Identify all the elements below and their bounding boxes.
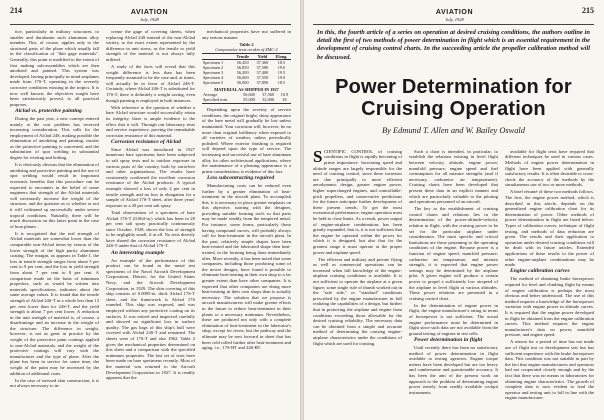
table-cell: 18.5	[277, 60, 286, 66]
right-page	[304, 0, 604, 420]
issue-date: July, 1928	[140, 17, 159, 22]
subheading: Alclad vs. protective painting	[15, 107, 82, 114]
table-cell: 56,200	[236, 70, 249, 76]
table-cell: 55,000	[243, 97, 255, 103]
paragraph: The efficient and military and private flying as well as commercial operations can be increased when full knowledge of the engine-airplane cruising conditions is available. It is not sufficient to operate the airplane at a given figure; some single rule of thumb worked out in the "safe side," or "standard" conditions prescribed by the engine manufacturer in full realizing the capabilities of a design, but further that in protecting the airplane and engine from conditions exceeding those allowable for the desired cruising reliability. The necessary data can be obtained from a simple and accurate method of determining the cruising engine-airplane characteristics under the conditions of flight which are used for cruising.	[313, 256, 402, 346]
table-cell: 37,580	[256, 65, 269, 71]
paragraph: Such a chart is intended, in particular, to establish the relations existing in level flight between velocity, altitude, engine power, manifold pressure, engine speed and fuel consumption for all mixture strengths (and if necessary, carburetor air temperatures). Cruising charts have been developed that present these data in an explicit manner and which are particularly valuable to the piloting and operations personnel of an aircraft.	[409, 148, 498, 205]
paragraph: A brief résumé of these two methods follows. The first, the engine power method, which is described in this article, depends on the generalized engine calibration chart for its determination of power. Other methods of power determination in flight are listed below. Types of calibration curves, technique of flight testing, and methods of data reduction are given. The results and their application to operation under desired cruising conditions will be dealt with in future articles. Extended applications of these results to the power of other engine-airplane combinations may be made.	[505, 189, 594, 268]
title-line-2: Cruising Operation	[361, 97, 546, 120]
table-cell: 56,600	[236, 75, 249, 81]
right-running-head	[313, 6, 594, 25]
page-number: 214	[10, 6, 22, 15]
magazine-header	[131, 6, 168, 23]
subheading: Engine calibration curves	[510, 268, 570, 275]
left-column-3	[202, 29, 291, 390]
left-page	[0, 0, 300, 420]
table-cell: 18.9	[280, 92, 289, 98]
subheading: Power determination in flight	[414, 336, 483, 343]
paragraph: The method of obtaining brake horsepower required for level and climbing flight by means of engine calibration is perhaps the most obvious and better understood. The use of this method requires a knowledge of the horsepower variation with engine power in altitude curves. It is required that the engine power developed in flight be obtained from the engine calibration curves. This method requires the engine manufacturer's data on power, manifold pressure, and engine speed.	[505, 276, 594, 338]
paragraph: Total observations of a specimen of bare Alclad 17S-T (0.064-in.) which has been in 20 per cent salt spray practically continuously since October, 1928, shows the loss of strength to be negligibly small, if at all. No tests directly have shared the corrosion resistance of Alclad 24S-T under that of Alclad 17S-T.	[106, 209, 195, 249]
table-title: Table 2	[239, 42, 254, 48]
table-row	[202, 80, 291, 85]
table-cell: 19.0	[277, 65, 286, 71]
table-cell: Specimen 4	[203, 75, 224, 81]
table-subtitle: Comparative tests on skin of ZMC-2	[215, 47, 278, 53]
magazine-name: AVIATION	[435, 9, 474, 16]
table-cell: Average	[203, 92, 218, 98]
table-row	[202, 97, 291, 102]
table-cell: Specimen 3	[203, 70, 224, 76]
paragraph: CIENTIFIC CONTROL of cruising conditions in flight is rapidly becoming of prime importance. Increasing speed and altitude ranges are largely responsible for the need of cruising control, since these increases are due principally to more efficient aerodynamic design, greater engine power, higher supercharged engines, and controllable-pitch propellers, and conservative predictions for the future anticipate further development of these present trends. To get the most economical performance, engine operation must be held to close limits. As a result, power output of engine-airplane combinations has been greatly expanded, that is, it is not sufficient that the engine be operated within the power for which it is designed, but also that for the greatest range it must operate at the proper power and airplane speed.	[313, 148, 402, 255]
paragraph: crease the gage of covering sheets, when replacing Alclad 24S instead of the non-Alclad variety, to the exact extent represented by the difference in unit stress, as the tensile or yield strength of the material is not always fully utilized.	[106, 29, 195, 62]
table-cell: 37,550	[256, 75, 269, 81]
paragraph: In the case of stressed skin construction, it is not always necessary to in-	[10, 377, 99, 389]
right-columns	[313, 146, 594, 403]
page-number: 215	[582, 6, 594, 15]
left-column-1	[10, 29, 99, 390]
table-cell: 56,600	[243, 92, 255, 98]
magazine-header	[436, 6, 473, 23]
paragraph: It is obviously obvious that the elimination of anodizing and protective painting and the use of spot welding would result in important economic benefits that this procedure can be expected to encounter in the belief of some engineers that strength of the Alclad materials will necessarily increase the weight of the structure, and the question as to whether or not it will withstand sp successfully under severe tropical conditions. Naturally, there will be much discussion on this latter point in the case of boat planes.	[10, 162, 99, 229]
paragraph: Since Alclad was introduced in 1927 numerous bare specimens have been subjected to salt spray tests and to outdoor exposure in various parts of the country, both by ourselves and other organizations. The results have consistently confirmed the excellent corrosion resistance of the Alclad products. A typical example showed a loss of only 2 per cent in tensile strength and no loss in elongation for a sample of Alclad 17S-T sheet, after three years' exposure to a 20 per cent salt spray.	[106, 146, 195, 208]
table-section-title: MATERIAL AS SHIPPED IN 1927	[214, 87, 279, 93]
issue-date: July, 1928	[445, 17, 464, 22]
subheading: Corrosion resistance of Alclad	[111, 138, 181, 145]
table-cell: 18.5	[277, 80, 286, 86]
table-cell: 19.0	[277, 75, 286, 81]
paragraph: During the past year, a new concept entered mainly at the cost problem has received increasing consideration. This calls for the employment of Alclad 24S, making possible the elimination of anodizing and painting, insofar as the protective painting is concerned, and the substitution of spot welding in substantial degree for riveting and bolting.	[10, 115, 99, 161]
table-body	[202, 60, 291, 86]
table-cell: Specimen 2	[203, 65, 224, 71]
paragraph: An example of the performance of this product can be found in the metal test specimens of the Naval Aircraft Development Corporation, Detroit, for the United States Navy, and the Aircraft Development Corporation, in 1929. The skin covering of this ship consists of 0.0095-in. thick Alclad 17S-T sheet, and the framework is Alclad 17S rounded. This ship was exposed, and was employed without any protective coating on its surfaces. It was retired and inspected carefully and showed no significant loss in surface quality. The gas bags of this ship's hull were covered with Alclad 24S-T and remained. The sheets were of 17S-T and also 1962. Table 2 gives the mechanical properties determined on this sheet and a comparison with the specified minimum properties. The last set of tests have been made on bare specimens recently. Most of the material was returned to the Aircraft Development Corporation in 1927. It is readily apparent that the	[106, 257, 195, 381]
table-cell: 37,360	[256, 60, 269, 66]
drop-cap: S	[313, 146, 323, 166]
title-line-1: Power Determination for	[335, 75, 572, 98]
paragraph: In the determination of engine power in flight, the engine manufacturer's rating in terms of horsepower is not sufficient. The actual engine performance must be determined in flight since such data are not available from the ground testing of engines in test cells.	[409, 302, 498, 336]
paragraph: tice, particularly in military structures, to smaller and duralumin such aluminum alloy member. This, of course, applies only to the structural parts of the plane which usually fall in the classification of "thin gage materials". Generally, this point is modified to the extent of first making sub-assemblies which are then anodized and painted. This system was developed, having principally in mind seaplanes made from 17S-T, operating in the severely corrosive conditions existing in the tropics. It is now well known, the objectives sought have been satisfactorily proved, to all practical purposes.	[10, 29, 99, 107]
data-table-block	[202, 42, 291, 104]
table-cell: 56,850	[236, 65, 249, 71]
table-cell: 56,900	[236, 80, 249, 86]
table-cell: 37,560	[262, 92, 275, 98]
left-column-2	[106, 29, 195, 390]
paragraph: Depending upon the severity of service conditions, the original bright, shiny appearance of the bare metal will gradually be lost unless maintained. Your corrosion will, however, be no more than original brilliancy when exposed to all varieties of weather, unless periodically polished. Where exterior finishing is required will depend upon the type of service. The increasing and successful use of bare aluminum alloy for other architectural applications, where the maintenance of a pleasing appearance is a prime consideration, is evidence of this fact.	[202, 107, 291, 174]
table-cell: Specimen 5	[203, 80, 224, 86]
left-columns	[10, 29, 291, 390]
table-header: Yield	[253, 54, 272, 60]
table-header: Elong.	[272, 54, 291, 60]
table-cell: 37,890	[256, 80, 269, 86]
right-column-1	[313, 146, 402, 403]
paragraph: A study of the facts will reveal that this weight difference is less than has been frequently assumed to be the case and, at times, will actually be in favor of Alclad 24S-T. Certainly, where Alclad 24S-T is substituted for 17S-T, there is definitely a weight saving, even though painting is employed in both instances.	[106, 64, 195, 103]
table-header: Tensile	[233, 54, 253, 60]
table-body	[202, 92, 291, 102]
paragraph: Manufacturing costs can be reduced even further by a greater elimination of heat-treatment in the aircraft plant. To accomplish this, it is necessary to place greater emphasis on this objective, starting with the designer, providing suitable forming tools so that parts may be made readily from the tempered metal. For instance, some forms, particularly those having compound curves, will probably always call for heat-treatment in the aircraft plant. In the past, relatively simple shapes have been heat-treated and the fabricated shape then heat-treated, in the forming being done immediately after. More recently, it has been noted that some companies, including those producing some of the newer designs, have found it possible to eliminate heat-treating in their own shop to a far greater extent than have other companies. It is expected that other companies are doing more heat-treating in their own shops than is actually necessary. The solution that we propose is aircraft manufacturers will make greater efforts in the future to reduce heat-treatment in their plants to a necessary minimum. Nevertheless, these are produced not only with a complete elimination of heat-treatment in the fabricator's shop, except for rivets, but the pathway and the ultimate may be sent forward in sheet that has been cold rolled further after heat-treatment and aging, i.e., 17S-HT and 24S-RT.	[202, 182, 291, 351]
subheading: Less subcontracting required	[207, 174, 275, 181]
article-title	[313, 76, 594, 120]
table-rule	[202, 103, 291, 104]
paragraph: A reason for a period of time has not made use of flight test or development sets but has sufficient experience with the brake horsepower data. This condition was not suitable in part by the fact that engine manufacturers and operators had not cooperated closely enough and by the fact that there was no means in laboratories for obtaining engine characteristics. The growth of complete data is now evident to lead the operator and testing unit to full in line with the engine manufacturer.	[505, 339, 594, 401]
table-cell: 56,450	[236, 60, 249, 66]
table-cell: 19.5	[277, 70, 286, 76]
right-column-3	[505, 149, 594, 403]
paragraph: Until recently there has been no satisfactory method of power determination in flight available to testing agencies. Engine torque meters have been developed but are too heavy and cumbersome and questionable accuracy. It has been the aim of the present work an approach to the problem of determining engine power merely from readily available cockpit instruments.	[409, 345, 498, 395]
paragraph: It is recognized that the real strength of Alclad materials are somewhat lower than the comparable non-Alclad items by reason of the lower strength of the high purity aluminum coating. The margin, as appears in Table I, the loss in tensile strength ranges from about 5 per cent to 9 per cent, and the loss in yield strength from about 7 per cent to 8 per cent. A comparison made on the basis of minimum properties, such as would be written into materials specifications, indicates about the same average values. It is found that the tensile strength of Alclad 24S-T in a whole less than 13 per cent lower than for 24S-T, and the yield strength is about 7 per cent lower. A reduction in the unit strength of material is, of course, a disadvantage and an increase in the weight of the structure. The difference in weight, however, is not as great in practice by the weight of the protective paint coatings applied to non-Alclad materials, and the weight of the protective coatings will vary with the manufacturer and the type of plane. After the plane has been in service for some time, the weight of the paint may be increased by the addition of additional coats.	[10, 230, 99, 376]
magazine-name: AVIATION	[130, 9, 169, 16]
right-column-2	[409, 149, 498, 403]
table-cell: Specified min.	[203, 97, 229, 103]
subheading: An interesting example	[111, 249, 165, 256]
data-table	[202, 53, 291, 85]
paragraph: available for flight tests have required that different techniques be used in various cases. Methods of engine power determination in flight have been applied with generally satisfactory results. It is often desirable to cross-check the accuracy of the methods by the simultaneous use of two or more methods.	[505, 148, 594, 188]
data-table-2	[202, 92, 291, 102]
left-running-head	[10, 6, 291, 25]
byline: By Edmund T. Allen and W. Bailey Oswald	[382, 125, 525, 135]
table-cell: Specimen 1	[203, 60, 224, 66]
table-cell: 18	[282, 97, 287, 103]
article-intro: In this, the fourth article of a series on operation at desired cruising conditions, the authors outline in detail the first of two methods of power determination in flight which is an essential requirement in the development of cruising control charts. In the succeeding article the propeller calibration method will be discussed.	[317, 29, 590, 61]
paragraph: The key to the establishment of cruising control charts and relations lies in the determination of the power-altitude-velocity relation in flight, with the cruising power to be set for the particular airplane under consideration. The most specific and critical limitations are those pertaining to the operating conditions of the engine. Because power is a function of engine speed, manifold pressure, carburetor air temperature, and mixture strength, it is expected that engine power settings may be determined by the airplane pilot. A given engine will produce a certain power to propel a sufficiently low airspeed of the airplane in level flight at various altitudes. These power relations are presented in a cruising control chart.	[409, 206, 498, 301]
paragraph: With reference to the question of whether a bare Alclad structure would successfully retain its integrity, there is ample evidence to the effect that it will. Through our laboratory tests and service experience, proving the remarkable corrosion resistance of this material.	[106, 104, 195, 138]
paragraph: mechanical properties have not suffered in any serious manner.	[202, 29, 291, 40]
table-cell: 32,000	[262, 97, 275, 103]
table-cell: 37,400	[256, 70, 269, 76]
